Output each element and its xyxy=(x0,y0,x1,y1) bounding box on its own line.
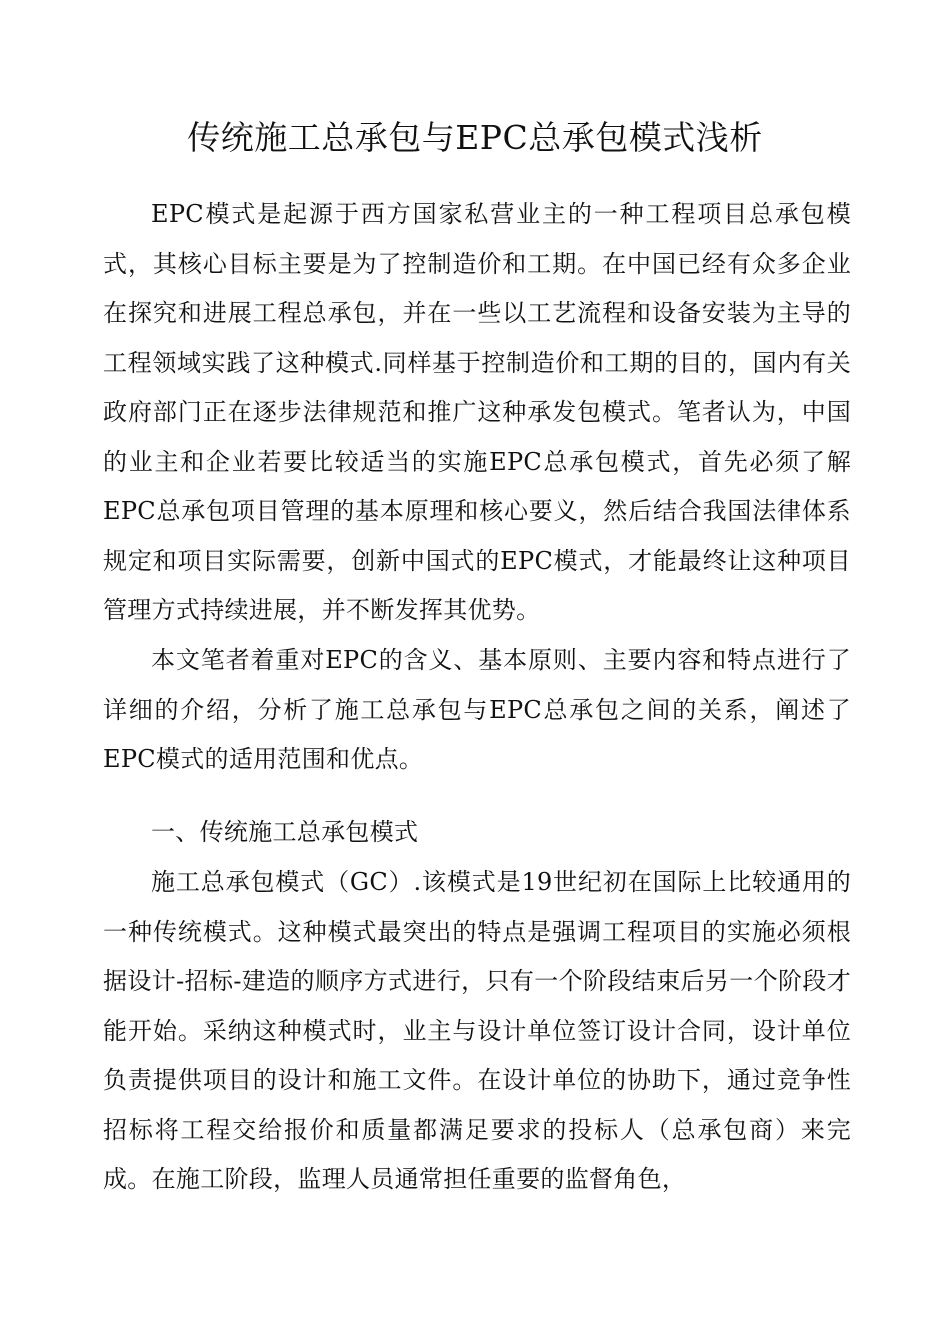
section-heading: 一、传统施工总承包模式 xyxy=(151,818,419,846)
intro-paragraph-1: EPC模式是起源于西方国家私营业主的一种工程项目总承包模式，其核心目标主要是为了控制造价和工期。在中国已经有众多企业在探究和进展工程总承包，并在一些以工艺流程和设备安装为主导的工程领域实践了这种模式.同样基于控制造价和工期的目的，国内有关政府部门正在逐步法律规范和推广这种承发包模式。笔者认为，中国的业主和企业若要比较适当的实施EPC总承包模式，首先必须了解EPC总承包项目管理的基本原理和核心要义，然后结合我国法律体系规定和项目实际需要，创新中国式的EPC模式，才能最终让这种项目管理方式持续进展，并不断发挥其优势。 xyxy=(103,200,851,624)
document-title: 传统施工总承包与EPC总承包模式浅析 xyxy=(187,118,763,157)
section-paragraph: 施工总承包模式（GC）.该模式是19世纪初在国际上比较通用的一种传统模式。这种模式最突出的特点是强调工程项目的实施必须根据设计-招标-建造的顺序方式进行，只有一个阶段结束后另一个阶段才能开始。采纳这种模式时，业主与设计单位签订设计合同，设计单位负责提供项目的设计和施工文件。在设计单位的协助下，通过竞争性招标将工程交给报价和质量都满足要求的投标人（总承包商）来完成。在施工阶段，监理人员通常担任重要的监督角色， xyxy=(103,868,851,1193)
intro-paragraph-2: 本文笔者着重对EPC的含义、基本原则、主要内容和特点进行了详细的介绍，分析了施工总承包与EPC总承包之间的关系，阐述了EPC模式的适用范围和优点。 xyxy=(103,646,851,773)
